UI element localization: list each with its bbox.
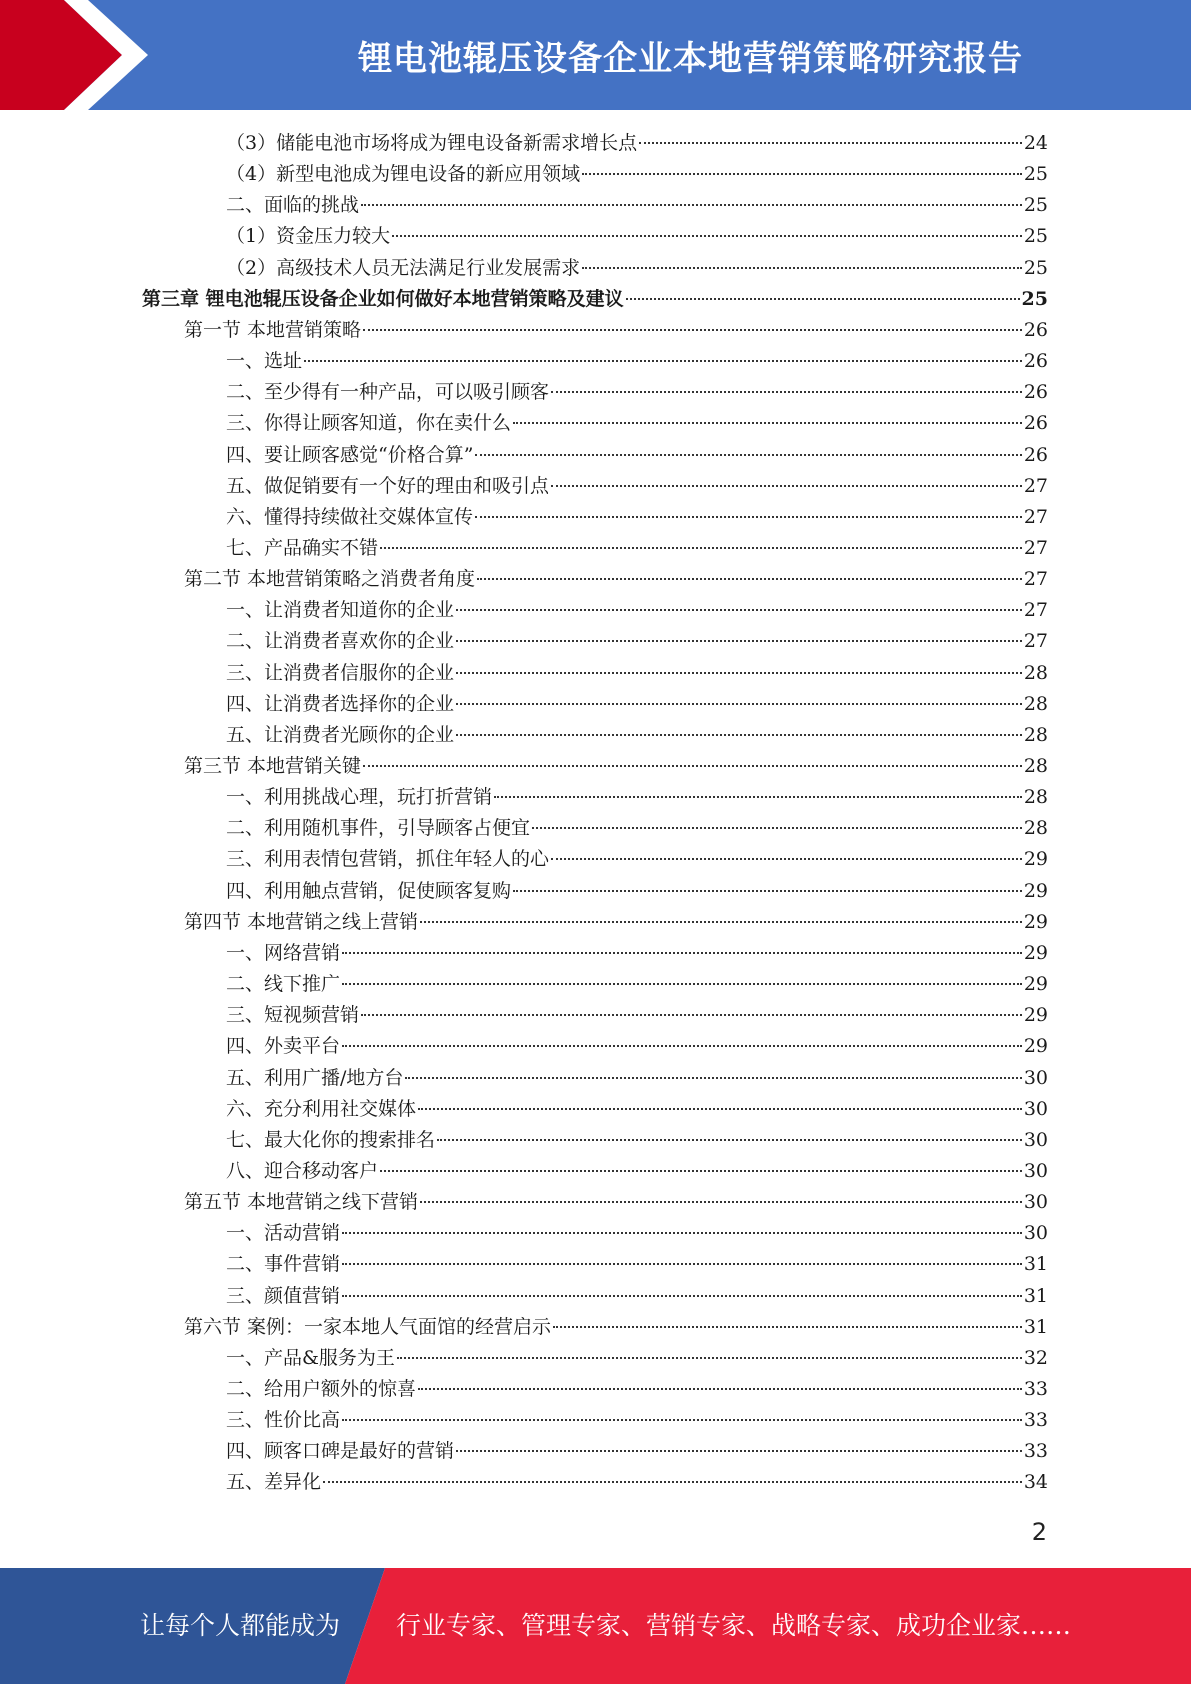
toc-entry-title: 三、你得让顾客知道，你在卖什么: [226, 412, 512, 435]
page-footer: [0, 1568, 1191, 1684]
toc-dot-leader: [363, 765, 1022, 767]
toc-entry-title: 四、外卖平台: [226, 1035, 341, 1058]
toc-subsection-entry[interactable]: [226, 1467, 1048, 1498]
toc-page-number: 29: [1023, 1035, 1048, 1058]
toc-subsection-entry[interactable]: [226, 720, 1048, 751]
toc-dot-leader: [420, 921, 1022, 923]
toc-section-entry[interactable]: [184, 1187, 1048, 1218]
toc-subsection-entry[interactable]: [226, 689, 1048, 720]
toc-chapter-entry[interactable]: [142, 284, 1048, 315]
toc-entry-title: 三、性价比高: [226, 1409, 341, 1432]
toc-entry-title: 四、顾客口碑是最好的营销: [226, 1440, 455, 1463]
toc-page-number: 31: [1023, 1315, 1048, 1338]
toc-entry-title: 四、要让顾客感觉“价格合算”: [226, 443, 474, 466]
toc-entry-title: 三、利用表情包营销，抓住年轻人的心: [226, 848, 550, 871]
toc-page-number: 30: [1023, 1159, 1048, 1182]
toc-entry-title: 六、懂得持续做社交媒体宣传: [226, 505, 474, 528]
toc-subsection-entry[interactable]: [226, 1000, 1048, 1031]
toc-subsection-entry[interactable]: [226, 1374, 1048, 1405]
toc-entry-title: 一、让消费者知道你的企业: [226, 599, 455, 622]
toc-subsection-entry[interactable]: [226, 969, 1048, 1000]
toc-subsection-entry[interactable]: [226, 253, 1048, 284]
toc-entry-title: 第三节 本地营销关键: [184, 755, 362, 777]
toc-entry-title: 二、面临的挑战: [226, 194, 360, 217]
toc-dot-leader: [342, 1232, 1022, 1234]
toc-page-number: 25: [1023, 194, 1048, 217]
toc-subsection-entry[interactable]: [226, 938, 1048, 969]
toc-dot-leader: [456, 640, 1022, 642]
toc-page-number: 34: [1023, 1471, 1048, 1494]
toc-entry-title: 第一节 本地营销策略: [184, 318, 362, 341]
toc-page-number: 27: [1023, 505, 1048, 528]
toc-entry-title: 三、颜值营销: [226, 1284, 341, 1307]
toc-entry-title: 五、差异化: [226, 1471, 322, 1494]
toc-subsection-entry[interactable]: [226, 1218, 1048, 1249]
toc-entry-title: 第五节 本地营销之线下营销: [184, 1191, 419, 1214]
toc-page-number: 28: [1023, 755, 1048, 777]
toc-subsection-entry[interactable]: [226, 1343, 1048, 1374]
toc-subsection-entry[interactable]: [226, 221, 1048, 252]
toc-page-number: 33: [1023, 1409, 1048, 1432]
toc-entry-title: 二、让消费者喜欢你的企业: [226, 630, 455, 653]
toc-dot-leader: [456, 672, 1022, 674]
toc-subsection-entry[interactable]: [226, 533, 1048, 564]
toc-dot-leader: [420, 1201, 1022, 1203]
toc-entry-title: 一、活动营销: [226, 1222, 341, 1245]
toc-dot-leader: [397, 1357, 1022, 1359]
toc-page-number: 25: [1023, 256, 1048, 279]
toc-subsection-entry[interactable]: [226, 190, 1048, 221]
toc-page-number: 26: [1023, 381, 1048, 404]
footer-slogan-right: 行业专家、管理专家、营销专家、战略专家、成功企业家……: [396, 1611, 1072, 1640]
toc-page-number: 32: [1023, 1346, 1048, 1369]
toc-subsection-entry[interactable]: [226, 1156, 1048, 1187]
toc-dot-leader: [475, 516, 1022, 518]
page-number: 2: [1031, 1518, 1047, 1546]
toc-page-number: 33: [1023, 1378, 1048, 1400]
toc-dot-leader: [477, 578, 1022, 580]
toc-dot-leader: [304, 360, 1022, 362]
toc-dot-leader: [437, 1139, 1022, 1141]
toc-subsection-entry[interactable]: [226, 876, 1048, 907]
toc-page-number: 30: [1023, 1066, 1048, 1089]
toc-entry-title: 第二节 本地营销策略之消费者角度: [184, 568, 476, 591]
report-title: 锂电池辊压设备企业本地营销策略研究报告: [358, 38, 1023, 79]
toc-subsection-entry[interactable]: [226, 159, 1048, 190]
page-header: [0, 0, 1191, 110]
toc-subsection-entry[interactable]: [226, 128, 1048, 159]
toc-dot-leader: [582, 267, 1022, 269]
toc-page-number: 28: [1023, 661, 1048, 684]
toc-dot-leader: [553, 1326, 1022, 1328]
toc-page-number: 25: [1023, 163, 1048, 186]
toc-section-entry[interactable]: [184, 751, 1048, 782]
toc-page-number: 27: [1023, 568, 1048, 591]
toc-entry-title: 二、线下推广: [226, 973, 341, 996]
toc-page-number: 29: [1023, 973, 1048, 996]
toc-entry-title: （2）高级技术人员无法满足行业发展需求: [226, 256, 581, 279]
toc-page-number: 29: [1023, 879, 1048, 902]
toc-dot-leader: [513, 890, 1022, 892]
toc-page-number: 26: [1023, 443, 1048, 466]
toc-entry-title: 六、充分利用社交媒体: [226, 1097, 417, 1120]
toc-entry-title: 二、事件营销: [226, 1253, 341, 1276]
toc-entry-title: 五、利用广播/地方台: [226, 1066, 404, 1089]
toc-dot-leader: [532, 827, 1022, 829]
toc-dot-leader: [361, 1014, 1022, 1016]
toc-dot-leader: [456, 609, 1022, 611]
toc-subsection-entry[interactable]: [226, 1436, 1048, 1467]
toc-entry-title: 八、迎合移动客户: [226, 1159, 379, 1182]
toc-entry-title: 第三章 锂电池辊压设备企业如何做好本地营销策略及建议: [142, 287, 624, 310]
toc-entry-title: 一、选址: [226, 350, 303, 373]
toc-dot-leader: [551, 485, 1022, 487]
toc-subsection-entry[interactable]: [226, 346, 1048, 377]
toc-dot-leader: [342, 1263, 1022, 1265]
toc-subsection-entry[interactable]: [226, 440, 1048, 471]
toc-subsection-entry[interactable]: [226, 782, 1048, 813]
toc-section-entry[interactable]: [184, 907, 1048, 938]
toc-page-number: 28: [1023, 692, 1048, 715]
toc-dot-leader: [380, 1170, 1022, 1172]
toc-page-number: 31: [1023, 1253, 1048, 1276]
toc-entry-title: 二、给用户额外的惊喜: [226, 1378, 417, 1400]
toc-page-number: 27: [1023, 536, 1048, 559]
toc-dot-leader: [639, 142, 1022, 144]
toc-section-entry[interactable]: [184, 1312, 1048, 1343]
toc-entry-title: 一、利用挑战心理，玩打折营销: [226, 786, 493, 809]
toc-subsection-entry[interactable]: [226, 1125, 1048, 1156]
toc-page-number: 27: [1023, 474, 1048, 497]
toc-subsection-entry[interactable]: [226, 595, 1048, 626]
toc-entry-title: （3）储能电池市场将成为锂电设备新需求增长点: [226, 132, 638, 154]
toc-dot-leader: [456, 734, 1022, 736]
toc-page-number: 28: [1023, 817, 1048, 840]
toc-entry-title: 二、利用随机事件，引导顾客占便宜: [226, 817, 531, 840]
toc-page-number: 26: [1023, 318, 1048, 341]
toc-dot-leader: [342, 983, 1022, 985]
toc-subsection-entry[interactable]: [226, 626, 1048, 657]
toc-dot-leader: [342, 1295, 1022, 1297]
toc-entry-title: 三、短视频营销: [226, 1004, 360, 1027]
toc-entry-title: 一、产品&服务为王: [226, 1346, 395, 1369]
toc-entry-title: 一、网络营销: [226, 941, 341, 964]
toc-dot-leader: [551, 391, 1022, 393]
toc-dot-leader: [392, 235, 1022, 237]
toc-entry-title: 四、让消费者选择你的企业: [226, 692, 455, 715]
toc-page-number: 28: [1023, 786, 1048, 809]
toc-page-number: 30: [1023, 1222, 1048, 1245]
toc-dot-leader: [418, 1108, 1022, 1110]
toc-subsection-entry[interactable]: [226, 408, 1048, 439]
toc-page-number: 29: [1023, 941, 1048, 964]
toc-page-number: 25: [1023, 225, 1048, 248]
toc-entry-title: （4）新型电池成为锂电设备的新应用领域: [226, 163, 581, 186]
toc-subsection-entry[interactable]: [226, 1063, 1048, 1094]
toc-dot-leader: [342, 952, 1022, 954]
toc-page-number: 25: [1021, 287, 1048, 310]
toc-dot-leader: [342, 1419, 1022, 1421]
toc-entry-title: 七、最大化你的搜索排名: [226, 1128, 436, 1151]
toc-page-number: 26: [1023, 412, 1048, 435]
toc-section-entry[interactable]: [184, 315, 1048, 346]
toc-page-number: 30: [1023, 1191, 1048, 1214]
toc-entry-title: 三、让消费者信服你的企业: [226, 661, 455, 684]
toc-dot-leader: [361, 204, 1022, 206]
toc-page-number: 30: [1023, 1128, 1048, 1151]
toc-entry-title: 七、产品确实不错: [226, 536, 379, 559]
toc-dot-leader: [513, 422, 1022, 424]
toc-dot-leader: [456, 703, 1022, 705]
toc-dot-leader: [405, 1077, 1021, 1079]
toc-dot-leader: [342, 1045, 1022, 1047]
toc-subsection-entry[interactable]: [226, 1249, 1048, 1280]
toc-dot-leader: [475, 454, 1021, 456]
toc-entry-title: （1）资金压力较大: [226, 225, 391, 248]
toc-entry-title: 五、让消费者光顾你的企业: [226, 723, 455, 746]
toc-page-number: 30: [1023, 1097, 1048, 1120]
toc-dot-leader: [380, 547, 1022, 549]
toc-subsection-entry[interactable]: [226, 502, 1048, 533]
toc-dot-leader: [456, 1450, 1022, 1452]
toc-dot-leader: [418, 1388, 1022, 1390]
toc-subsection-entry[interactable]: [226, 813, 1048, 844]
toc-section-entry[interactable]: [184, 564, 1048, 595]
toc-dot-leader: [551, 858, 1022, 860]
toc-entry-title: 第四节 本地营销之线上营销: [184, 910, 419, 933]
toc-dot-leader: [494, 796, 1022, 798]
toc-page-number: 29: [1023, 910, 1048, 933]
toc-subsection-entry[interactable]: [226, 844, 1048, 875]
toc-entry-title: 二、至少得有一种产品，可以吸引顾客: [226, 381, 550, 404]
toc-dot-leader: [582, 173, 1022, 175]
toc-entry-title: 五、做促销要有一个好的理由和吸引点: [226, 474, 550, 497]
toc-subsection-entry[interactable]: [226, 1405, 1048, 1436]
toc-entry-title: 第六节 案例：一家本地人气面馆的经营启示: [184, 1315, 552, 1338]
toc-subsection-entry[interactable]: [226, 1281, 1048, 1312]
toc-subsection-entry[interactable]: [226, 471, 1048, 502]
toc-page-number: 27: [1023, 599, 1048, 622]
toc-page-number: 24: [1023, 132, 1048, 154]
toc-subsection-entry[interactable]: [226, 1031, 1048, 1062]
toc-subsection-entry[interactable]: [226, 377, 1048, 408]
toc-page-number: 29: [1023, 1004, 1048, 1027]
toc-page-number: 26: [1023, 350, 1048, 373]
toc-dot-leader: [363, 329, 1022, 331]
toc-entry-title: 四、利用触点营销，促使顾客复购: [226, 879, 512, 902]
toc-dot-leader: [626, 298, 1020, 300]
toc-page-number: 31: [1023, 1284, 1048, 1307]
toc-page-number: 28: [1023, 723, 1048, 746]
toc-page-number: 29: [1023, 848, 1048, 871]
toc-dot-leader: [323, 1481, 1022, 1483]
toc-page-number: 27: [1023, 630, 1048, 653]
toc-subsection-entry[interactable]: [226, 1094, 1048, 1125]
toc-page-number: 33: [1023, 1440, 1048, 1463]
toc-subsection-entry[interactable]: [226, 658, 1048, 689]
footer-slogan-left: 让每个人都能成为: [140, 1611, 341, 1640]
